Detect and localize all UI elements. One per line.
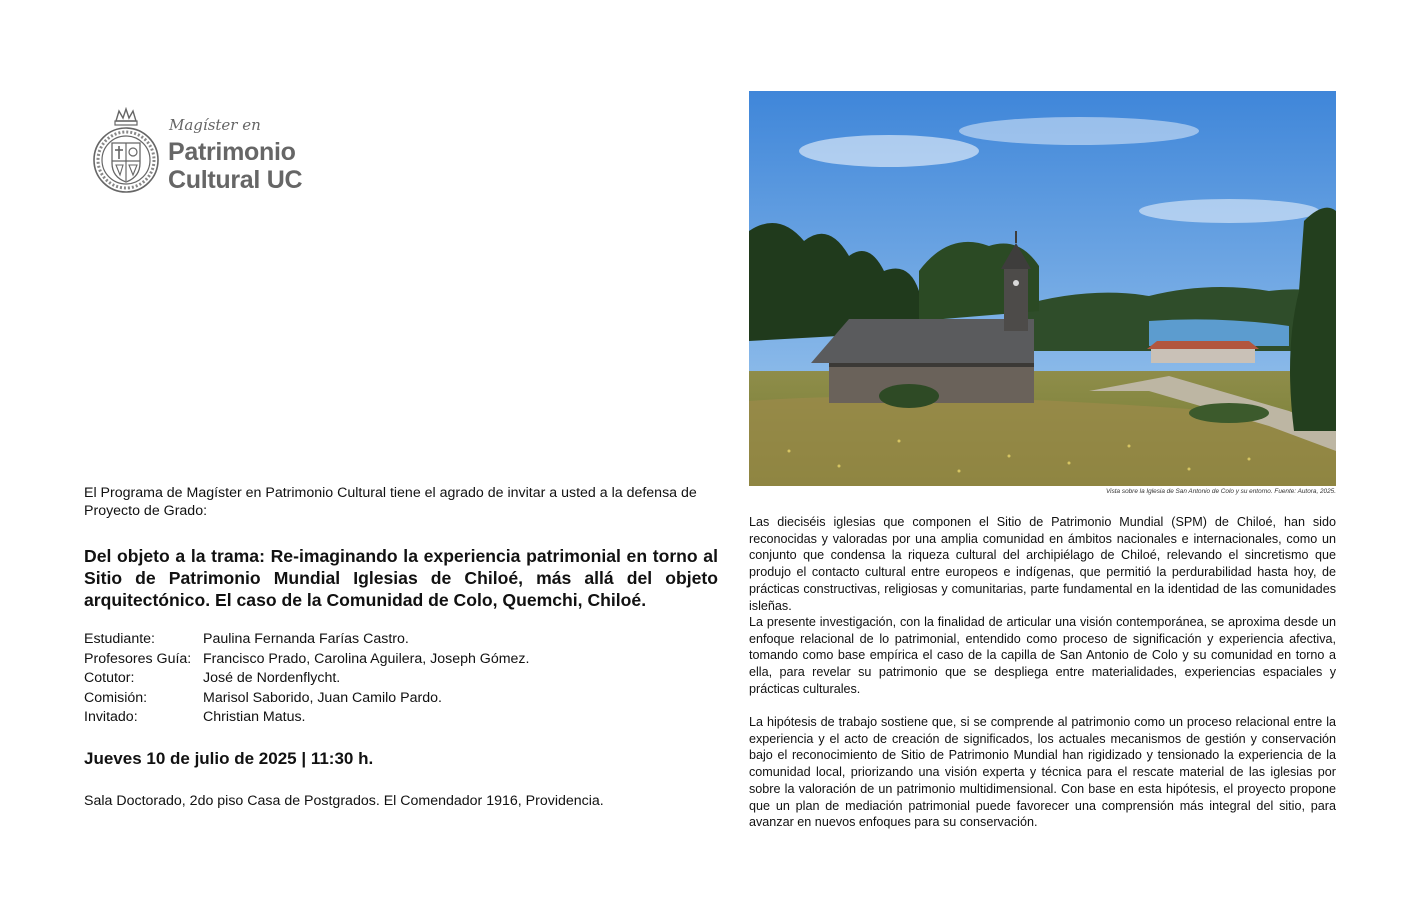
logo-title-line1: Patrimonio: [168, 138, 296, 166]
logo-title-line2: Cultural UC: [168, 166, 303, 194]
detail-value: José de Nordenflycht.: [203, 670, 341, 686]
seal-uc-icon: [92, 107, 160, 197]
paragraph-3: La hipótesis de trabajo sostiene que, si se comprende al patrimonio como un proceso relacional entre la experiencia y el acto de creación de significados, los actuales mecanismos de gestión y conservación bajo el reconocimiento de Sitio de Patrimonio Mundial han rigidizado y tensionado la experiencia de la comunidad local, priorizando una visión experta y técnica para el rescate material de las iglesias por sobre la valoración de un patrimonio multidimensional. Con base en esta hipótesis, el proyecto propone que un plan de mediación patrimonial puede favorecer una comprensión más integral del sitio, para avanzar en nuevos enfoques para su conservación.: [749, 715, 1336, 830]
logo-tagline: Magíster en: [169, 116, 261, 134]
detail-value: Marisol Saborido, Juan Camilo Pardo.: [203, 689, 442, 706]
detail-value: Christian Matus.: [203, 709, 306, 725]
details-list: [84, 630, 529, 728]
detail-row-student: [84, 630, 529, 650]
detail-label: Estudiante:: [84, 631, 155, 647]
photo-caption: Vista sobre la Iglesia de San Antonio de Colo y su entorno. Fuente: Autora, 2025.: [1106, 488, 1336, 495]
detail-value: Francisco Prado, Carolina Aguilera, Joseph Gómez.: [203, 650, 530, 667]
detail-label: Profesores Guía:: [84, 650, 192, 667]
detail-row-guest: [84, 708, 529, 728]
detail-label: Comisión:: [84, 689, 148, 706]
thesis-title: Del objeto a la trama: Re-imaginando la experiencia patrimonial en torno al Sitio de Patrimonio Mundial Iglesias de Chiloé, más allá del objeto arquitectónico. El caso de la Comunidad de Colo, Quemchi, Chiloé.: [84, 546, 718, 610]
paragraph-2: La presente investigación, con la finalidad de articular una visión contemporánea, se aproxima desde un enfoque relacional de lo patrimonial, entendido como proceso de significación y experiencia afectiva, tomando como base empírica el caso de la capilla de San Antonio de Colo y su comunidad en torno a ella, para revelar su patrimonio que se despliega entre materialidades, experiencias espaciales y prácticas culturales.: [749, 615, 1336, 696]
detail-label: Cotutor:: [84, 670, 135, 686]
detail-row-committee: [84, 689, 529, 709]
detail-label: Invitado:: [84, 709, 138, 725]
event-date: Jueves 10 de julio de 2025 | 11:30 h.: [84, 749, 374, 768]
detail-row-cotutor: [84, 669, 529, 689]
detail-row-advisors: [84, 650, 529, 670]
intro-text: El Programa de Magíster en Patrimonio Cultural tiene el agrado de invitar a usted a la defensa de Proyecto de Grado:: [84, 485, 697, 519]
church-landscape-photo: [749, 91, 1336, 486]
event-venue: Sala Doctorado, 2do piso Casa de Postgrados. El Comendador 1916, Providencia.: [84, 793, 604, 809]
paragraph-1: Las dieciséis iglesias que componen el Sitio de Patrimonio Mundial (SPM) de Chiloé, han sido reconocidas y valoradas por una amplia comunidad en ámbitos nacionales e internacionales, como un conjunto que condensa la riqueza cultural del archipiélago de Chiloé, relevando el sincretismo que produjo el contacto cultural entre europeos e indígenas, que permitió la perdurabilidad hasta hoy, de prácticas constructivas, religiosas y comunitarias, parte fundamental en la identidad de las comunidades isleñas.: [749, 515, 1336, 613]
detail-value: Paulina Fernanda Farías Castro.: [203, 631, 409, 647]
